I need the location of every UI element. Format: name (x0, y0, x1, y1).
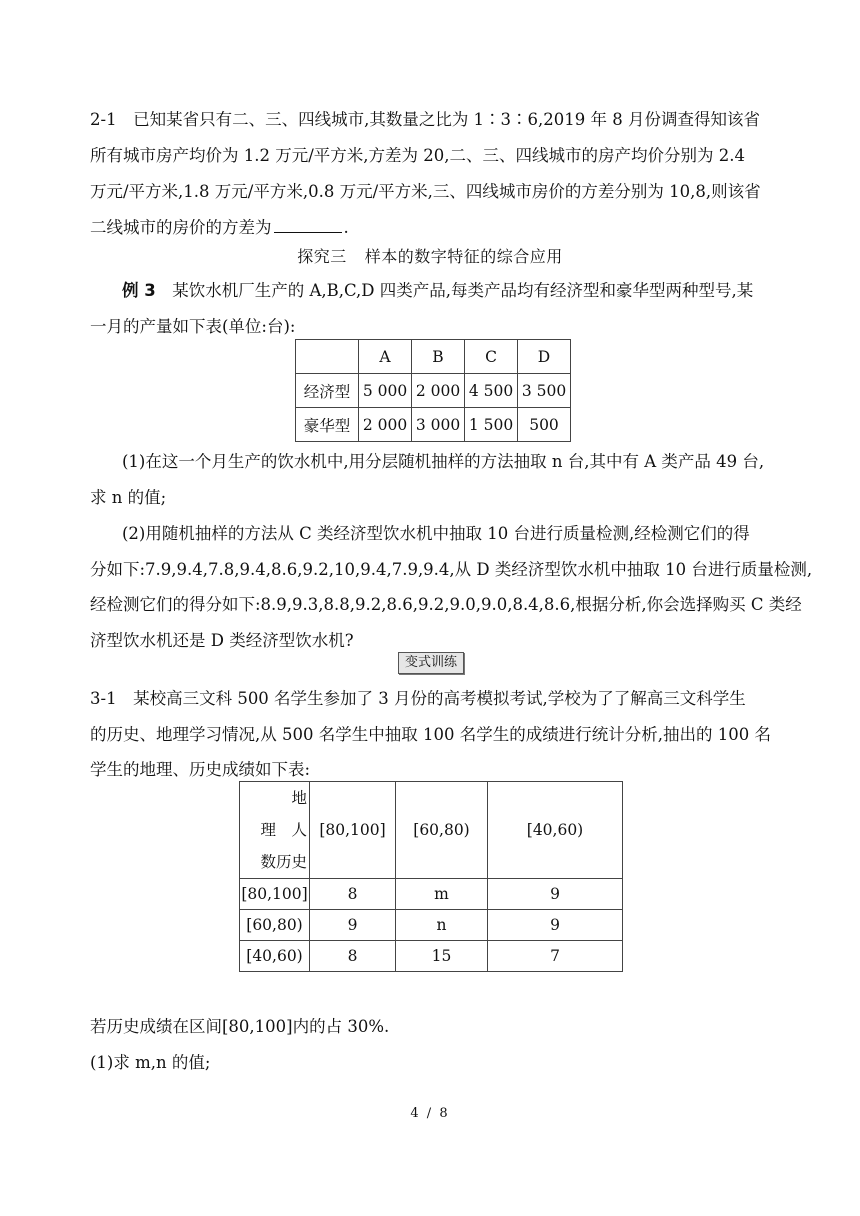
table-header-cell: [40,60) (488, 782, 623, 879)
scores-table (239, 781, 623, 972)
question-2-line-2: 分如下:7.9,9.4,7.8,9.4,8.6,9.2,10,9.4,7.9,9.4,从 D 类经济型饮水机中抽取 10 台进行质量检测, (90, 560, 813, 579)
table-cell: 4 500 (465, 374, 518, 408)
table-cell: 2 000 (412, 374, 465, 408)
problem-2-1-line-4-text: 二线城市的房价的方差为 (90, 218, 272, 237)
table-cell: m (396, 879, 488, 910)
table-cell: 8 (310, 941, 396, 972)
problem-3-1-line-3: 学生的地理、历史成绩如下表: (90, 760, 311, 779)
table-row (240, 879, 623, 910)
table-cell: 2 000 (359, 408, 412, 442)
section-title (0, 244, 860, 267)
section-title-part-2: 样本的数字特征的综合应用 (364, 247, 563, 266)
table-cell: 5 000 (359, 374, 412, 408)
table-cell: 1 500 (465, 408, 518, 442)
example-3-label: 例 3 (122, 281, 156, 300)
problem-3-1-after-2: (1)求 m,n 的值; (90, 1053, 211, 1072)
problem-2-1-line-4 (90, 217, 780, 238)
table-cell: [80,100] (240, 879, 310, 910)
table-cell: 9 (488, 910, 623, 941)
problem-2-1-line-2: 所有城市房产均价为 1.2 万元/平方米,方差为 20,二、三、四线城市的房产均价分别为 2.4 (90, 146, 746, 165)
problem-3-1-line-2: 的历史、地理学习情况,从 500 名学生中抽取 100 名学生的成绩进行统计分析,抽出的 100 名 (90, 725, 771, 744)
table-cell: n (396, 910, 488, 941)
table-corner-cell (240, 782, 310, 879)
table-header-row (296, 340, 571, 374)
question-1-line-2: 求 n 的值; (90, 488, 167, 507)
problem-2-1-line-3: 万元/平方米,1.8 万元/平方米,0.8 万元/平方米,三、四线城市房价的方差分别为 10,8,则该省 (90, 182, 761, 201)
table-row (296, 374, 571, 408)
table-cell: [40,60) (240, 941, 310, 972)
table-row (296, 408, 571, 442)
table-header-cell: C (465, 340, 518, 374)
answer-blank (274, 217, 342, 233)
table-cell: 15 (396, 941, 488, 972)
table-row (240, 941, 623, 972)
table-header-cell: D (518, 340, 571, 374)
page-number: 4 / 8 (410, 1106, 450, 1121)
table-header-cell: [60,80) (396, 782, 488, 879)
example-3-line-1-text: 某饮水机厂生产的 A,B,C,D 四类产品,每类产品均有经济型和豪华型两种型号,某 (172, 281, 754, 300)
table-header-cell: A (359, 340, 412, 374)
table-cell: 9 (310, 910, 396, 941)
problem-3-1-after-1: 若历史成绩在区间[80,100]内的占 30%. (90, 1017, 390, 1036)
example-3-line-1 (122, 281, 812, 301)
variant-training-badge: 变式训练 (398, 652, 464, 674)
table-cell: 3 000 (412, 408, 465, 442)
table-row (240, 910, 623, 941)
table-header-row (240, 782, 623, 879)
problem-2-1-line-4-end: . (343, 218, 349, 237)
corner-text-line: 数历史 (260, 853, 307, 871)
table-cell: [60,80) (240, 910, 310, 941)
table-header-cell: B (412, 340, 465, 374)
question-2-line-1: (2)用随机抽样的方法从 C 类经济型饮水机中抽取 10 台进行质量检测,经检测它们的得 (122, 524, 750, 543)
table-cell: 8 (310, 879, 396, 910)
question-1-line-1: (1)在这一个月生产的饮水机中,用分层随机抽样的方法抽取 n 台,其中有 A 类产品 49 台, (122, 452, 765, 471)
problem-2-1-line-1: 2-1 已知某省只有二、三、四线城市,其数量之比为 1∶3∶6,2019 年 8 月份调查得知该省 (90, 110, 761, 129)
table-cell: 500 (518, 408, 571, 442)
production-table (295, 339, 571, 442)
table-cell: 9 (488, 879, 623, 910)
table-cell (296, 340, 359, 374)
corner-text-line: 理 人 (260, 821, 307, 839)
question-2-line-3: 经检测它们的得分如下:8.9,9.3,8.8,9.2,8.6,9.2,9.0,9.0,8.4,8.6,根据分析,你会选择购买 C 类经 (90, 595, 802, 614)
table-cell: 3 500 (518, 374, 571, 408)
table-cell: 豪华型 (296, 408, 359, 442)
problem-3-1-line-1: 3-1 某校高三文科 500 名学生参加了 3 月份的高考模拟考试,学校为了了解高三文科学生 (90, 689, 746, 708)
table-cell: 经济型 (296, 374, 359, 408)
table-cell: 7 (488, 941, 623, 972)
corner-text-line: 地 (291, 789, 307, 807)
question-2-line-4: 济型饮水机还是 D 类经济型饮水机? (90, 631, 354, 650)
section-title-part-1: 探究三 (297, 247, 347, 266)
example-3-line-2: 一月的产量如下表(单位:台): (90, 317, 296, 336)
table-header-cell: [80,100] (310, 782, 396, 879)
